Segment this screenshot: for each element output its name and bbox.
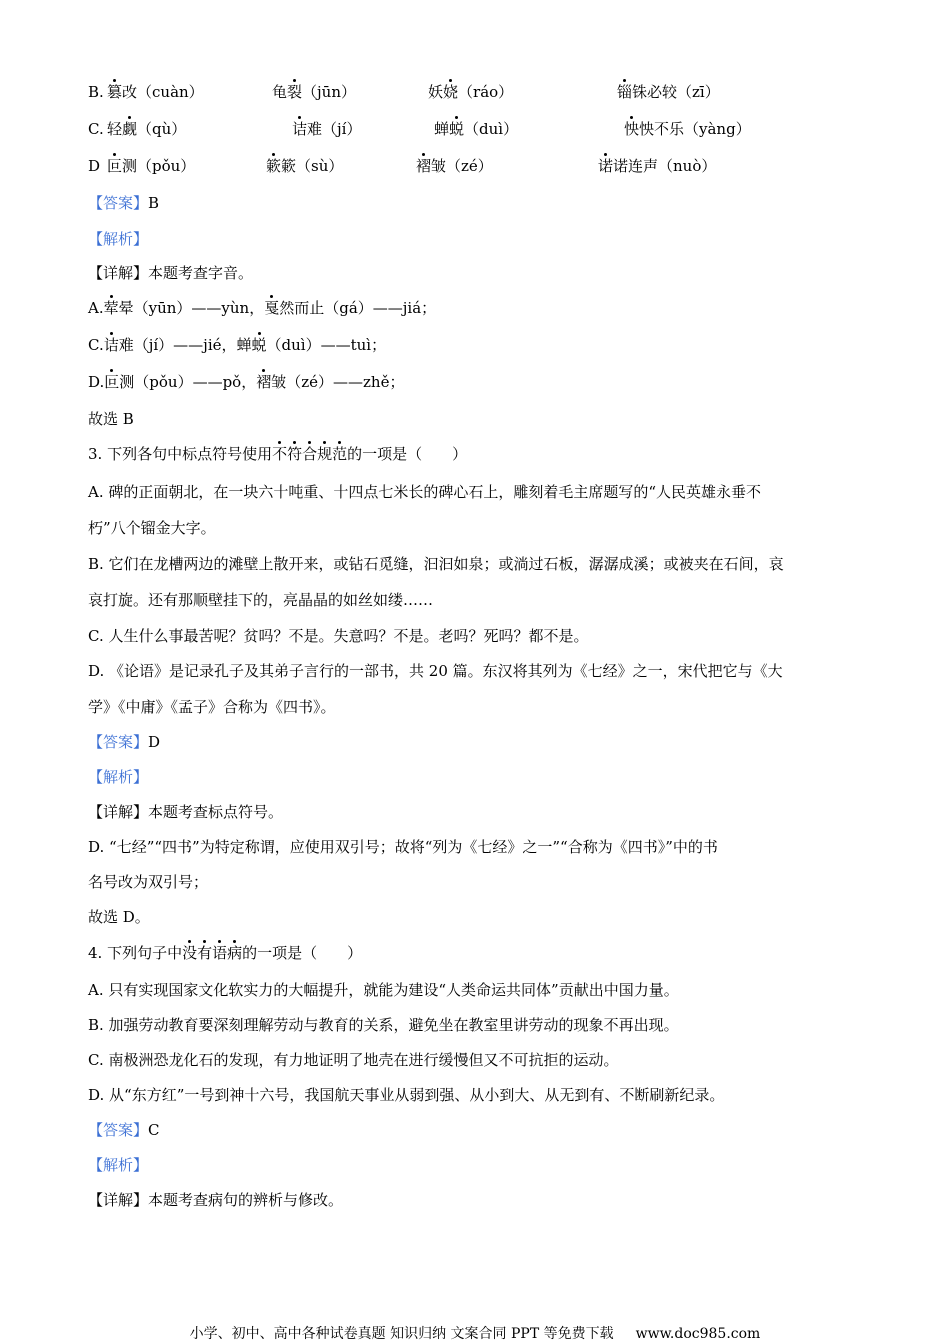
q3-option-d-line2: 学》《中庸》《孟子》合称为《四书》。 [88,698,336,716]
answer-tag: 【答案】 [88,733,149,751]
dotted-char: 锱 [617,83,633,101]
detail-tag: 【详解】 [88,803,149,821]
explain-text: 难（jí）——jié，蝉 [118,336,252,354]
q4-option-d: D. 从“东方红”一号到神十六号，我国航天事业从弱到强、从小到大、从无到有、不断刷新纪录。 [88,1086,725,1104]
dotted-char: 觑 [122,120,138,138]
answer-tag: 【答案】 [88,1121,149,1139]
option-text: 皱（zé） [431,157,493,175]
option-c-label: C. [88,120,104,138]
dotted-char: 不 [272,445,288,463]
dotted-char: 娆 [443,83,459,101]
detail-text: 本题考查病句的辨析与修改。 [148,1191,344,1209]
explain-lead: C. [88,336,104,354]
q4-stem [88,943,362,963]
option-c-item-3 [434,119,518,139]
q3-explain-line1: D. “七经”“四书”为特定称谓，应使用双引号；故将“列为《七经》之一”“合称为《四书》”中的书 [88,838,718,856]
option-b-item-4 [617,82,720,102]
option-text: （duì） [464,120,519,138]
dotted-char: 荤 [103,299,119,317]
option-text: 簌（sù） [281,157,344,175]
dotted-char: 诺 [598,157,614,175]
answer-tag: 【答案】 [88,194,149,212]
explain-text: （duì）——tuì； [266,336,387,354]
q3-option-b-line1: B. 它们在龙槽两边的滩壁上散开来，或钻石觅缝，汩汩如泉；或淌过石板，潺潺成溪；或被夹在石间，哀 [88,555,784,573]
q4-detail [88,1190,343,1210]
q3-stem [88,444,467,464]
footer-site-link[interactable]: www.doc985.com [635,1326,761,1342]
option-text: 龟 [272,83,288,101]
q3-option-a-line2: 朽”八个镏金大字。 [88,519,216,537]
option-text: （jūn） [302,83,357,101]
q4-option-c: C. 南极洲恐龙化石的发现，有力地证明了地壳在进行缓慢但又不可抗拒的运动。 [88,1051,619,1069]
q4-answer [88,1120,160,1140]
option-text: 蝉 [434,120,450,138]
explain-text: 测（pǒu）——pǒ， [119,373,257,391]
dotted-char: 病 [227,944,243,962]
dotted-char: 符 [287,445,303,463]
detail-tag: 【详解】 [88,1191,149,1209]
answer-value: C [148,1121,160,1139]
option-b-item-1 [107,82,204,102]
dotted-char: 没 [182,944,198,962]
dotted-char: 褶 [256,373,272,391]
answer-value: B [148,194,160,212]
detail-text: 本题考查标点符号。 [148,803,284,821]
option-d-item-1 [107,156,195,176]
q3-option-d-line1: D. 《论语》是记录孔子及其弟子言行的一部书，共 20 篇。东汉将其列为《七经》之一，宋代把它与《大 [88,662,783,680]
explain-text: 皱（zé）——zhě； [271,373,405,391]
q3-answer [88,732,160,752]
option-b-label: B. [88,83,104,101]
option-text: 诺连声（nuò） [613,157,717,175]
dotted-char: 叵 [104,373,120,391]
dotted-char: 合 [302,445,318,463]
option-text: 怏不乐（yàng） [639,120,751,138]
dotted-char: 范 [332,445,348,463]
option-d-item-4 [598,156,716,176]
dotted-char: 裂 [287,83,303,101]
dotted-char: 规 [317,445,333,463]
dotted-char: 怏 [624,120,640,138]
detail-tag: 【详解】 [88,264,149,282]
analysis-tag: 【解析】 [88,1156,149,1174]
q3-explain-line2: 名号改为双引号； [88,873,209,891]
dotted-char: 诘 [292,120,308,138]
q2-conclusion: 故选 B [88,410,134,428]
q2-analysis [88,229,148,249]
page-footer [0,1323,950,1343]
explain-lead: A. [88,299,104,317]
explain-text: 然而止（gá）——jiá； [279,299,437,317]
q2-explain-c [88,335,386,355]
footer-text: 小学、初中、高中各种试卷真题 知识归纳 文案合同 PPT 等免费下载 [189,1326,614,1342]
detail-text: 本题考查字音。 [148,264,254,282]
option-d-item-3 [416,156,493,176]
q3-option-b-line2: 哀打旋。还有那顺壁挂下的，亮晶晶的如丝如缕…… [88,591,434,609]
q2-detail [88,263,253,283]
q4-option-a: A. 只有实现国家文化软实力的大幅提升，就能为建设“人类命运共同体”贡献出中国力量。 [88,981,679,999]
analysis-tag: 【解析】 [88,768,149,786]
option-b-item-3 [428,82,513,102]
option-text: 改（cuàn） [122,83,204,101]
option-text: 妖 [428,83,444,101]
explain-text: 晕（yūn）——yùn， [118,299,265,317]
dotted-char: 语 [212,944,228,962]
dotted-char: 蜕 [251,336,267,354]
option-text: 测（pǒu） [122,157,196,175]
dotted-char: 戛 [264,299,280,317]
option-d-item-2 [266,156,343,176]
option-text: 铢必较（zī） [632,83,720,101]
option-b-item-2 [272,82,356,102]
stem-text: 的一项是（ ） [242,944,363,962]
dotted-char: 诘 [103,336,119,354]
q2-explain-d [88,372,404,392]
explain-lead: D. [88,373,105,391]
dotted-char: 簌 [266,157,282,175]
stem-text: 4. 下列句子中 [88,944,183,962]
dotted-char: 蜕 [449,120,465,138]
q3-option-a-line1: A. 碑的正面朝北，在一块六十吨重、十四点七米长的碑心石上，雕刻着毛主席题写的“人民英雄永垂不 [88,483,762,501]
dotted-char: 篡 [107,83,123,101]
option-d-label: D [88,157,101,175]
q3-conclusion: 故选 D。 [88,908,150,926]
dotted-char: 褶 [416,157,432,175]
option-c-item-1 [107,119,186,139]
analysis-tag: 【解析】 [88,230,149,248]
option-c-item-4 [624,119,751,139]
q3-option-c-line1: C. 人生什么事最苦呢？贫吗？不是。失意吗？不是。老吗？死吗？都不是。 [88,627,589,645]
q2-answer [88,193,159,213]
option-text: （ráo） [458,83,514,101]
option-text: 难（jí） [307,120,362,138]
option-text: 轻 [107,120,123,138]
q3-analysis [88,767,148,787]
q3-detail [88,802,283,822]
option-text: （qù） [137,120,187,138]
stem-text: 的一项是（ ） [347,445,468,463]
q4-option-b: B. 加强劳动教育要深刻理解劳动与教育的关系，避免坐在教室里讲劳动的现象不再出现。 [88,1016,679,1034]
dotted-char: 叵 [107,157,123,175]
stem-text: 3. 下列各句中标点符号使用 [88,445,273,463]
answer-value: D [148,733,161,751]
dotted-char: 有 [197,944,213,962]
q2-explain-a [88,298,436,318]
option-c-item-2 [292,119,361,139]
q4-analysis [88,1155,148,1175]
